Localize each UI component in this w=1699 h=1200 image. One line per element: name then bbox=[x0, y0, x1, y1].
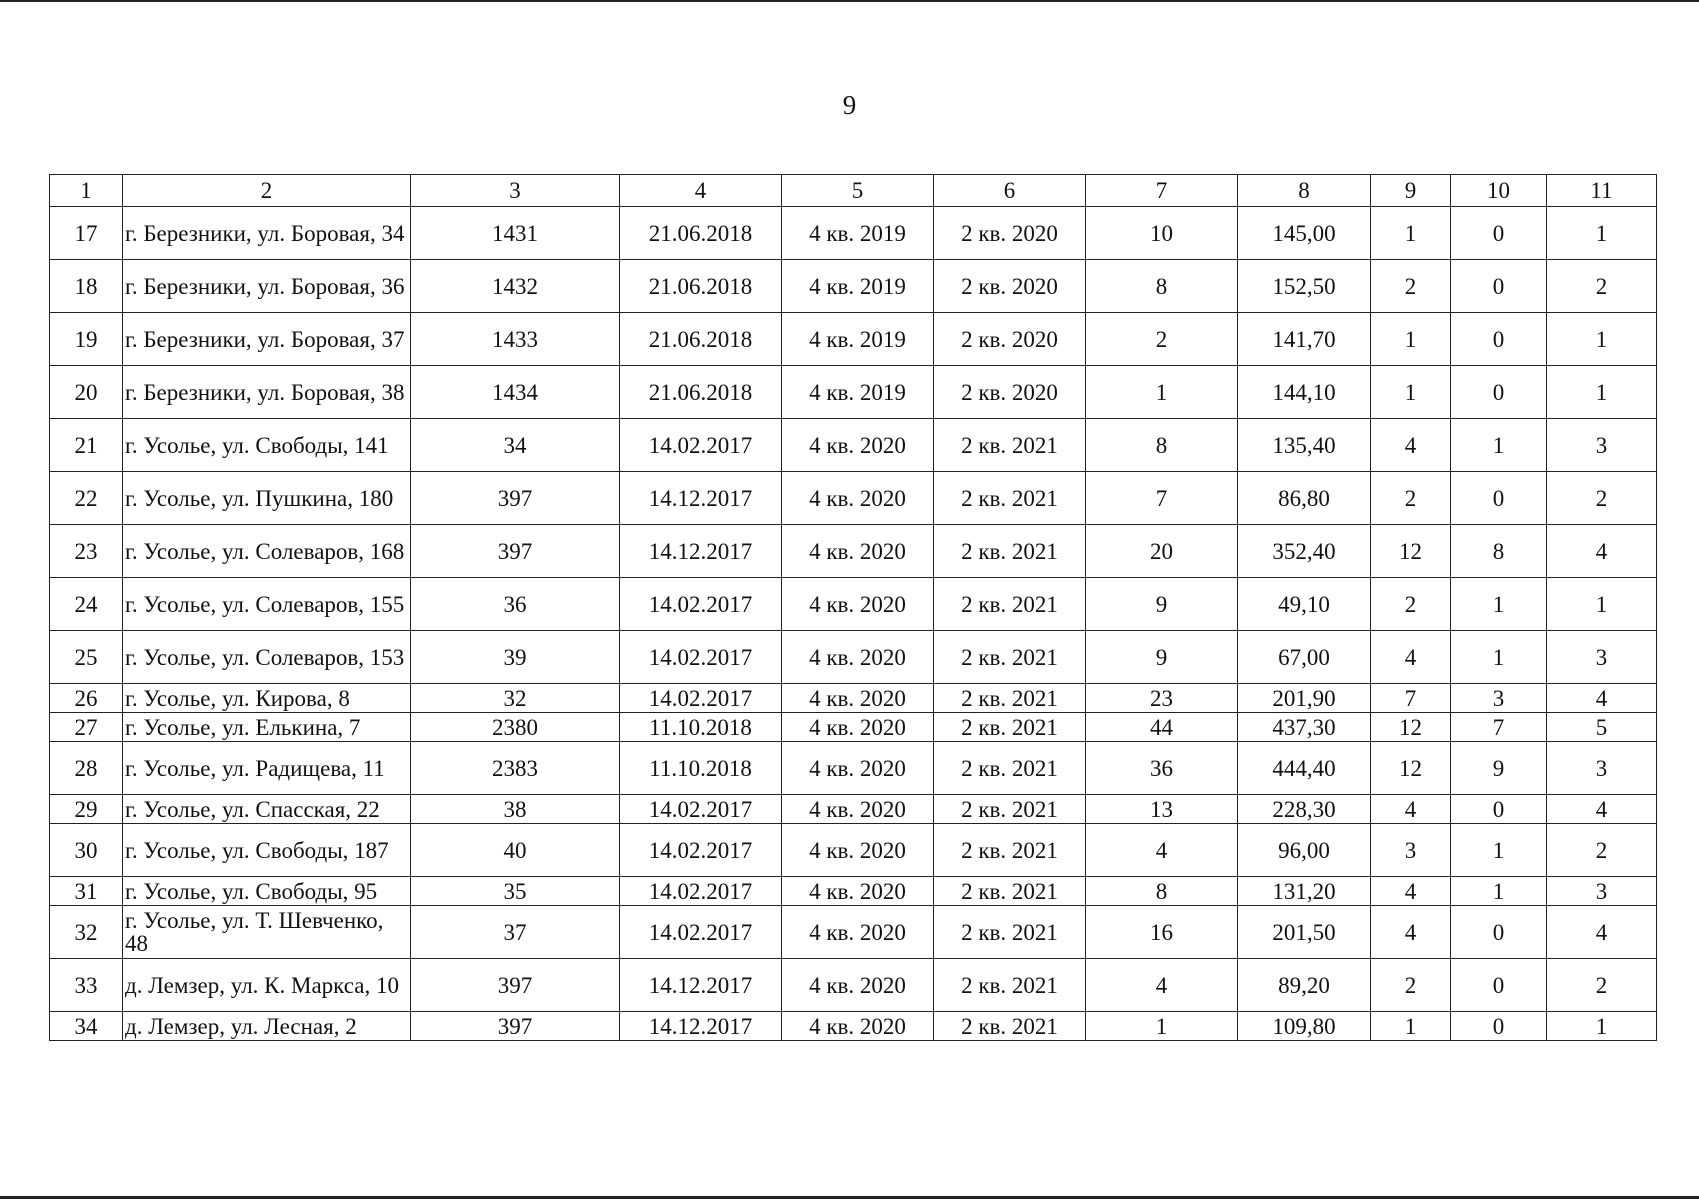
start-quarter-cell: 4 кв. 2020 bbox=[782, 1012, 934, 1041]
start-quarter-cell: 4 кв. 2020 bbox=[782, 631, 934, 684]
table-row bbox=[50, 260, 1657, 313]
column-header: 5 bbox=[782, 175, 934, 207]
col-9-cell: 2 bbox=[1371, 578, 1451, 631]
table-row bbox=[50, 419, 1657, 472]
header-row bbox=[50, 175, 1657, 207]
permit-number-cell: 35 bbox=[411, 877, 620, 906]
row-number-cell: 29 bbox=[50, 795, 123, 824]
table-row bbox=[50, 795, 1657, 824]
housing-table bbox=[49, 174, 1657, 1041]
col-9-cell: 1 bbox=[1371, 366, 1451, 419]
start-quarter-cell: 4 кв. 2020 bbox=[782, 684, 934, 713]
residents-cell: 23 bbox=[1086, 684, 1238, 713]
area-cell: 141,70 bbox=[1238, 313, 1371, 366]
col-10-cell: 0 bbox=[1451, 207, 1547, 260]
col-10-cell: 0 bbox=[1451, 313, 1547, 366]
table-row bbox=[50, 877, 1657, 906]
area-cell: 96,00 bbox=[1238, 824, 1371, 877]
permit-number-cell: 397 bbox=[411, 525, 620, 578]
col-11-cell: 1 bbox=[1547, 207, 1657, 260]
col-10-cell: 7 bbox=[1451, 713, 1547, 742]
col-9-cell: 4 bbox=[1371, 795, 1451, 824]
col-10-cell: 0 bbox=[1451, 260, 1547, 313]
row-number-cell: 33 bbox=[50, 959, 123, 1012]
col-9-cell: 4 bbox=[1371, 419, 1451, 472]
row-number-cell: 17 bbox=[50, 207, 123, 260]
area-cell: 144,10 bbox=[1238, 366, 1371, 419]
permit-number-cell: 38 bbox=[411, 795, 620, 824]
end-quarter-cell: 2 кв. 2021 bbox=[934, 472, 1086, 525]
residents-cell: 9 bbox=[1086, 578, 1238, 631]
col-11-cell: 3 bbox=[1547, 742, 1657, 795]
column-header: 4 bbox=[620, 175, 782, 207]
end-quarter-cell: 2 кв. 2021 bbox=[934, 959, 1086, 1012]
area-cell: 89,20 bbox=[1238, 959, 1371, 1012]
start-quarter-cell: 4 кв. 2020 bbox=[782, 959, 934, 1012]
col-9-cell: 2 bbox=[1371, 260, 1451, 313]
permit-number-cell: 34 bbox=[411, 419, 620, 472]
end-quarter-cell: 2 кв. 2021 bbox=[934, 684, 1086, 713]
table-row bbox=[50, 366, 1657, 419]
col-9-cell: 2 bbox=[1371, 472, 1451, 525]
address-cell: г. Усолье, ул. Свободы, 141 bbox=[123, 419, 411, 472]
permit-date-cell: 14.02.2017 bbox=[620, 824, 782, 877]
col-11-cell: 4 bbox=[1547, 684, 1657, 713]
area-cell: 228,30 bbox=[1238, 795, 1371, 824]
start-quarter-cell: 4 кв. 2020 bbox=[782, 906, 934, 959]
start-quarter-cell: 4 кв. 2020 bbox=[782, 795, 934, 824]
permit-number-cell: 37 bbox=[411, 906, 620, 959]
col-11-cell: 3 bbox=[1547, 419, 1657, 472]
permit-date-cell: 21.06.2018 bbox=[620, 313, 782, 366]
address-cell: г. Усолье, ул. Елькина, 7 bbox=[123, 713, 411, 742]
area-cell: 352,40 bbox=[1238, 525, 1371, 578]
residents-cell: 8 bbox=[1086, 260, 1238, 313]
permit-number-cell: 397 bbox=[411, 472, 620, 525]
start-quarter-cell: 4 кв. 2020 bbox=[782, 824, 934, 877]
col-9-cell: 3 bbox=[1371, 824, 1451, 877]
start-quarter-cell: 4 кв. 2020 bbox=[782, 713, 934, 742]
end-quarter-cell: 2 кв. 2021 bbox=[934, 419, 1086, 472]
address-cell: г. Усолье, ул. Солеваров, 168 bbox=[123, 525, 411, 578]
address-cell: г. Усолье, ул. Свободы, 187 bbox=[123, 824, 411, 877]
area-cell: 444,40 bbox=[1238, 742, 1371, 795]
col-9-cell: 4 bbox=[1371, 906, 1451, 959]
col-9-cell: 12 bbox=[1371, 713, 1451, 742]
permit-number-cell: 36 bbox=[411, 578, 620, 631]
permit-date-cell: 21.06.2018 bbox=[620, 207, 782, 260]
bottom-border bbox=[0, 1196, 1699, 1199]
row-number-cell: 25 bbox=[50, 631, 123, 684]
column-header: 7 bbox=[1086, 175, 1238, 207]
table-row bbox=[50, 207, 1657, 260]
start-quarter-cell: 4 кв. 2020 bbox=[782, 742, 934, 795]
address-cell: г. Усолье, ул. Солеваров, 153 bbox=[123, 631, 411, 684]
col-10-cell: 1 bbox=[1451, 419, 1547, 472]
address-cell: г. Усолье, ул. Кирова, 8 bbox=[123, 684, 411, 713]
area-cell: 145,00 bbox=[1238, 207, 1371, 260]
col-10-cell: 0 bbox=[1451, 472, 1547, 525]
start-quarter-cell: 4 кв. 2020 bbox=[782, 472, 934, 525]
area-cell: 201,50 bbox=[1238, 906, 1371, 959]
col-10-cell: 1 bbox=[1451, 578, 1547, 631]
end-quarter-cell: 2 кв. 2021 bbox=[934, 713, 1086, 742]
start-quarter-cell: 4 кв. 2019 bbox=[782, 207, 934, 260]
residents-cell: 7 bbox=[1086, 472, 1238, 525]
address-cell: г. Березники, ул. Боровая, 36 bbox=[123, 260, 411, 313]
start-quarter-cell: 4 кв. 2020 bbox=[782, 877, 934, 906]
table-row bbox=[50, 578, 1657, 631]
residents-cell: 4 bbox=[1086, 824, 1238, 877]
col-11-cell: 1 bbox=[1547, 366, 1657, 419]
row-number-cell: 19 bbox=[50, 313, 123, 366]
permit-date-cell: 14.02.2017 bbox=[620, 795, 782, 824]
table-row bbox=[50, 824, 1657, 877]
col-10-cell: 9 bbox=[1451, 742, 1547, 795]
end-quarter-cell: 2 кв. 2021 bbox=[934, 824, 1086, 877]
residents-cell: 8 bbox=[1086, 877, 1238, 906]
residents-cell: 13 bbox=[1086, 795, 1238, 824]
col-11-cell: 4 bbox=[1547, 795, 1657, 824]
start-quarter-cell: 4 кв. 2019 bbox=[782, 260, 934, 313]
end-quarter-cell: 2 кв. 2021 bbox=[934, 525, 1086, 578]
column-header: 8 bbox=[1238, 175, 1371, 207]
table-row bbox=[50, 525, 1657, 578]
col-11-cell: 1 bbox=[1547, 1012, 1657, 1041]
end-quarter-cell: 2 кв. 2021 bbox=[934, 795, 1086, 824]
row-number-cell: 21 bbox=[50, 419, 123, 472]
col-10-cell: 1 bbox=[1451, 877, 1547, 906]
col-11-cell: 3 bbox=[1547, 631, 1657, 684]
row-number-cell: 27 bbox=[50, 713, 123, 742]
col-11-cell: 1 bbox=[1547, 578, 1657, 631]
residents-cell: 1 bbox=[1086, 1012, 1238, 1041]
permit-date-cell: 21.06.2018 bbox=[620, 260, 782, 313]
residents-cell: 20 bbox=[1086, 525, 1238, 578]
table-row bbox=[50, 313, 1657, 366]
permit-date-cell: 14.02.2017 bbox=[620, 684, 782, 713]
address-cell: г. Усолье, ул. Спасская, 22 bbox=[123, 795, 411, 824]
table-row bbox=[50, 1012, 1657, 1041]
permit-date-cell: 14.12.2017 bbox=[620, 472, 782, 525]
row-number-cell: 23 bbox=[50, 525, 123, 578]
table-row bbox=[50, 959, 1657, 1012]
area-cell: 109,80 bbox=[1238, 1012, 1371, 1041]
address-cell: г. Березники, ул. Боровая, 37 bbox=[123, 313, 411, 366]
row-number-cell: 30 bbox=[50, 824, 123, 877]
area-cell: 135,40 bbox=[1238, 419, 1371, 472]
col-9-cell: 2 bbox=[1371, 959, 1451, 1012]
col-10-cell: 1 bbox=[1451, 631, 1547, 684]
col-9-cell: 1 bbox=[1371, 207, 1451, 260]
area-cell: 86,80 bbox=[1238, 472, 1371, 525]
address-cell: г. Усолье, ул. Т. Шевченко, 48 bbox=[123, 906, 411, 959]
permit-number-cell: 2383 bbox=[411, 742, 620, 795]
address-cell: г. Усолье, ул. Радищева, 11 bbox=[123, 742, 411, 795]
area-cell: 437,30 bbox=[1238, 713, 1371, 742]
col-10-cell: 8 bbox=[1451, 525, 1547, 578]
area-cell: 152,50 bbox=[1238, 260, 1371, 313]
col-11-cell: 4 bbox=[1547, 906, 1657, 959]
row-number-cell: 32 bbox=[50, 906, 123, 959]
end-quarter-cell: 2 кв. 2021 bbox=[934, 742, 1086, 795]
address-cell: г. Усолье, ул. Свободы, 95 bbox=[123, 877, 411, 906]
table-body bbox=[50, 207, 1657, 1041]
row-number-cell: 31 bbox=[50, 877, 123, 906]
row-number-cell: 24 bbox=[50, 578, 123, 631]
permit-number-cell: 1434 bbox=[411, 366, 620, 419]
col-10-cell: 0 bbox=[1451, 366, 1547, 419]
address-cell: г. Березники, ул. Боровая, 34 bbox=[123, 207, 411, 260]
table-row bbox=[50, 472, 1657, 525]
row-number-cell: 18 bbox=[50, 260, 123, 313]
col-9-cell: 4 bbox=[1371, 877, 1451, 906]
row-number-cell: 22 bbox=[50, 472, 123, 525]
permit-number-cell: 397 bbox=[411, 1012, 620, 1041]
permit-date-cell: 11.10.2018 bbox=[620, 713, 782, 742]
end-quarter-cell: 2 кв. 2021 bbox=[934, 906, 1086, 959]
residents-cell: 16 bbox=[1086, 906, 1238, 959]
table-row bbox=[50, 684, 1657, 713]
start-quarter-cell: 4 кв. 2019 bbox=[782, 366, 934, 419]
end-quarter-cell: 2 кв. 2021 bbox=[934, 877, 1086, 906]
residents-cell: 9 bbox=[1086, 631, 1238, 684]
address-cell: г. Усолье, ул. Пушкина, 180 bbox=[123, 472, 411, 525]
col-11-cell: 3 bbox=[1547, 877, 1657, 906]
end-quarter-cell: 2 кв. 2021 bbox=[934, 631, 1086, 684]
column-header: 1 bbox=[50, 175, 123, 207]
permit-date-cell: 11.10.2018 bbox=[620, 742, 782, 795]
top-border bbox=[0, 0, 1699, 2]
end-quarter-cell: 2 кв. 2021 bbox=[934, 1012, 1086, 1041]
col-10-cell: 0 bbox=[1451, 1012, 1547, 1041]
col-11-cell: 5 bbox=[1547, 713, 1657, 742]
row-number-cell: 28 bbox=[50, 742, 123, 795]
col-10-cell: 0 bbox=[1451, 906, 1547, 959]
area-cell: 131,20 bbox=[1238, 877, 1371, 906]
row-number-cell: 20 bbox=[50, 366, 123, 419]
table-row bbox=[50, 742, 1657, 795]
permit-number-cell: 1433 bbox=[411, 313, 620, 366]
col-11-cell: 2 bbox=[1547, 824, 1657, 877]
address-cell: д. Лемзер, ул. К. Маркса, 10 bbox=[123, 959, 411, 1012]
start-quarter-cell: 4 кв. 2019 bbox=[782, 313, 934, 366]
column-header: 10 bbox=[1451, 175, 1547, 207]
col-11-cell: 2 bbox=[1547, 472, 1657, 525]
end-quarter-cell: 2 кв. 2020 bbox=[934, 207, 1086, 260]
col-9-cell: 4 bbox=[1371, 631, 1451, 684]
area-cell: 49,10 bbox=[1238, 578, 1371, 631]
permit-number-cell: 1432 bbox=[411, 260, 620, 313]
col-10-cell: 0 bbox=[1451, 795, 1547, 824]
page-number: 9 bbox=[842, 90, 857, 120]
permit-number-cell: 32 bbox=[411, 684, 620, 713]
permit-date-cell: 21.06.2018 bbox=[620, 366, 782, 419]
column-header: 9 bbox=[1371, 175, 1451, 207]
permit-date-cell: 14.12.2017 bbox=[620, 959, 782, 1012]
table-row bbox=[50, 906, 1657, 959]
col-10-cell: 0 bbox=[1451, 959, 1547, 1012]
col-10-cell: 1 bbox=[1451, 824, 1547, 877]
col-9-cell: 1 bbox=[1371, 313, 1451, 366]
col-11-cell: 4 bbox=[1547, 525, 1657, 578]
address-cell: д. Лемзер, ул. Лесная, 2 bbox=[123, 1012, 411, 1041]
area-cell: 201,90 bbox=[1238, 684, 1371, 713]
start-quarter-cell: 4 кв. 2020 bbox=[782, 525, 934, 578]
col-9-cell: 12 bbox=[1371, 525, 1451, 578]
start-quarter-cell: 4 кв. 2020 bbox=[782, 578, 934, 631]
residents-cell: 10 bbox=[1086, 207, 1238, 260]
col-9-cell: 12 bbox=[1371, 742, 1451, 795]
col-9-cell: 1 bbox=[1371, 1012, 1451, 1041]
permit-date-cell: 14.12.2017 bbox=[620, 1012, 782, 1041]
end-quarter-cell: 2 кв. 2020 bbox=[934, 366, 1086, 419]
area-cell: 67,00 bbox=[1238, 631, 1371, 684]
end-quarter-cell: 2 кв. 2020 bbox=[934, 313, 1086, 366]
residents-cell: 4 bbox=[1086, 959, 1238, 1012]
permit-date-cell: 14.02.2017 bbox=[620, 578, 782, 631]
column-header: 2 bbox=[123, 175, 411, 207]
residents-cell: 36 bbox=[1086, 742, 1238, 795]
column-header: 3 bbox=[411, 175, 620, 207]
permit-date-cell: 14.02.2017 bbox=[620, 419, 782, 472]
permit-number-cell: 39 bbox=[411, 631, 620, 684]
col-11-cell: 2 bbox=[1547, 260, 1657, 313]
address-cell: г. Усолье, ул. Солеваров, 155 bbox=[123, 578, 411, 631]
permit-date-cell: 14.02.2017 bbox=[620, 906, 782, 959]
permit-number-cell: 397 bbox=[411, 959, 620, 1012]
residents-cell: 1 bbox=[1086, 366, 1238, 419]
permit-number-cell: 40 bbox=[411, 824, 620, 877]
residents-cell: 8 bbox=[1086, 419, 1238, 472]
permit-date-cell: 14.12.2017 bbox=[620, 525, 782, 578]
permit-date-cell: 14.02.2017 bbox=[620, 877, 782, 906]
col-10-cell: 3 bbox=[1451, 684, 1547, 713]
start-quarter-cell: 4 кв. 2020 bbox=[782, 419, 934, 472]
col-9-cell: 7 bbox=[1371, 684, 1451, 713]
permit-date-cell: 14.02.2017 bbox=[620, 631, 782, 684]
column-header: 6 bbox=[934, 175, 1086, 207]
residents-cell: 44 bbox=[1086, 713, 1238, 742]
table-row bbox=[50, 713, 1657, 742]
residents-cell: 2 bbox=[1086, 313, 1238, 366]
permit-number-cell: 2380 bbox=[411, 713, 620, 742]
row-number-cell: 34 bbox=[50, 1012, 123, 1041]
col-11-cell: 1 bbox=[1547, 313, 1657, 366]
column-header: 11 bbox=[1547, 175, 1657, 207]
permit-number-cell: 1431 bbox=[411, 207, 620, 260]
col-11-cell: 2 bbox=[1547, 959, 1657, 1012]
address-cell: г. Березники, ул. Боровая, 38 bbox=[123, 366, 411, 419]
table-row bbox=[50, 631, 1657, 684]
end-quarter-cell: 2 кв. 2021 bbox=[934, 578, 1086, 631]
row-number-cell: 26 bbox=[50, 684, 123, 713]
end-quarter-cell: 2 кв. 2020 bbox=[934, 260, 1086, 313]
